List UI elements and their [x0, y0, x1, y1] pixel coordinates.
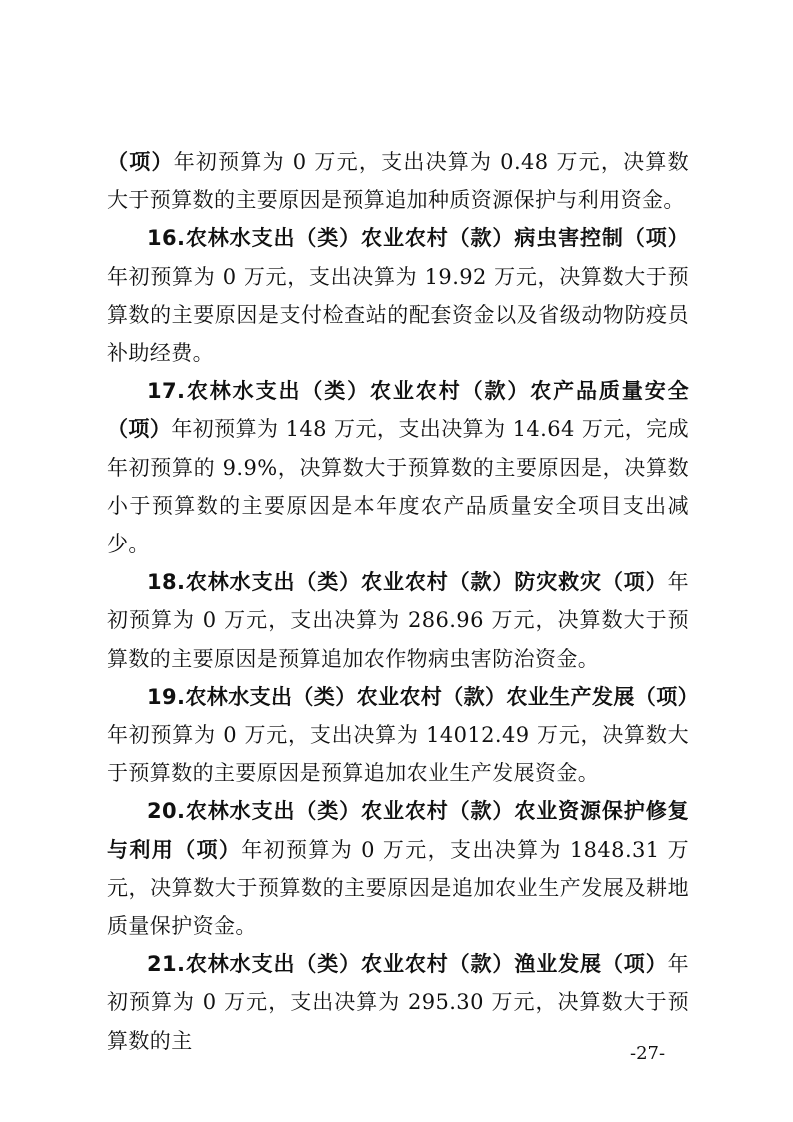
- paragraph-text: 年初预算为 0 万元，支出决算为 19.92 万元，决算数大于预算数的主要原因是支付检查站的配套资金以及省级动物防疫员补助经费。: [107, 264, 689, 366]
- paragraph-16: [107, 219, 689, 372]
- paragraph-21: [107, 945, 689, 1060]
- paragraph-20: [107, 792, 689, 945]
- paragraph-heading: 21.农林水支出（类）农业农村（款）渔业发展（项）: [147, 952, 668, 977]
- paragraph-heading: 19.农林水支出（类）农业农村（款）农业生产发展（项）: [147, 684, 699, 709]
- paragraph-text: 年初预算为 0 万元，支出决算为 14012.49 万元，决算数大于预算数的主要原因是预算追加农业生产发展资金。: [107, 723, 689, 786]
- paragraph-text: 年初预算为 0 万元，支出决算为 1848.31 万元，决算数大于预算数的主要原因是追加农业生产发展及耕地质量保护资金。: [107, 837, 689, 939]
- page-number: -27-: [630, 1043, 666, 1064]
- paragraph-19: [107, 678, 699, 793]
- paragraph-text: 年初预算为 0 万元，支出决算为 0.48 万元，决算数大于预算数的主要原因是预算追加种质资源保护与利用资金。: [107, 150, 689, 213]
- paragraph-heading: 17.农林水支出（类）农业农村（款）农产品质量安全（项）: [107, 379, 689, 442]
- document-body: [107, 143, 699, 1060]
- paragraph-heading: （项）: [107, 150, 174, 174]
- paragraph-text: 年初预算为 0 万元，支出决算为 286.96 万元，决算数大于预算数的主要原因是预算追加农作物病虫害防治资金。: [107, 570, 689, 671]
- paragraph-text: 年初预算为 0 万元，支出决算为 295.30 万元，决算数大于预算数的主: [107, 952, 689, 1053]
- paragraph-heading: 20.农林水支出（类）农业农村（款）农业资源保护修复与利用（项）: [107, 799, 689, 862]
- paragraph-17: [107, 372, 689, 563]
- paragraph-heading: 16.农林水支出（类）农业农村（款）病虫害控制（项）: [147, 226, 689, 251]
- paragraph-text: 年初预算为 148 万元，支出决算为 14.64 万元，完成年初预算的 9.9%，决算数大于预算数的主要原因是，决算数小于预算数的主要原因是本年度农产品质量安全项目支出减少。: [107, 417, 689, 557]
- paragraph-heading: 18.农林水支出（类）农业农村（款）防灾救灾（项）: [147, 570, 668, 595]
- paragraph-15-continuation: [107, 143, 689, 219]
- paragraph-18: [107, 563, 689, 678]
